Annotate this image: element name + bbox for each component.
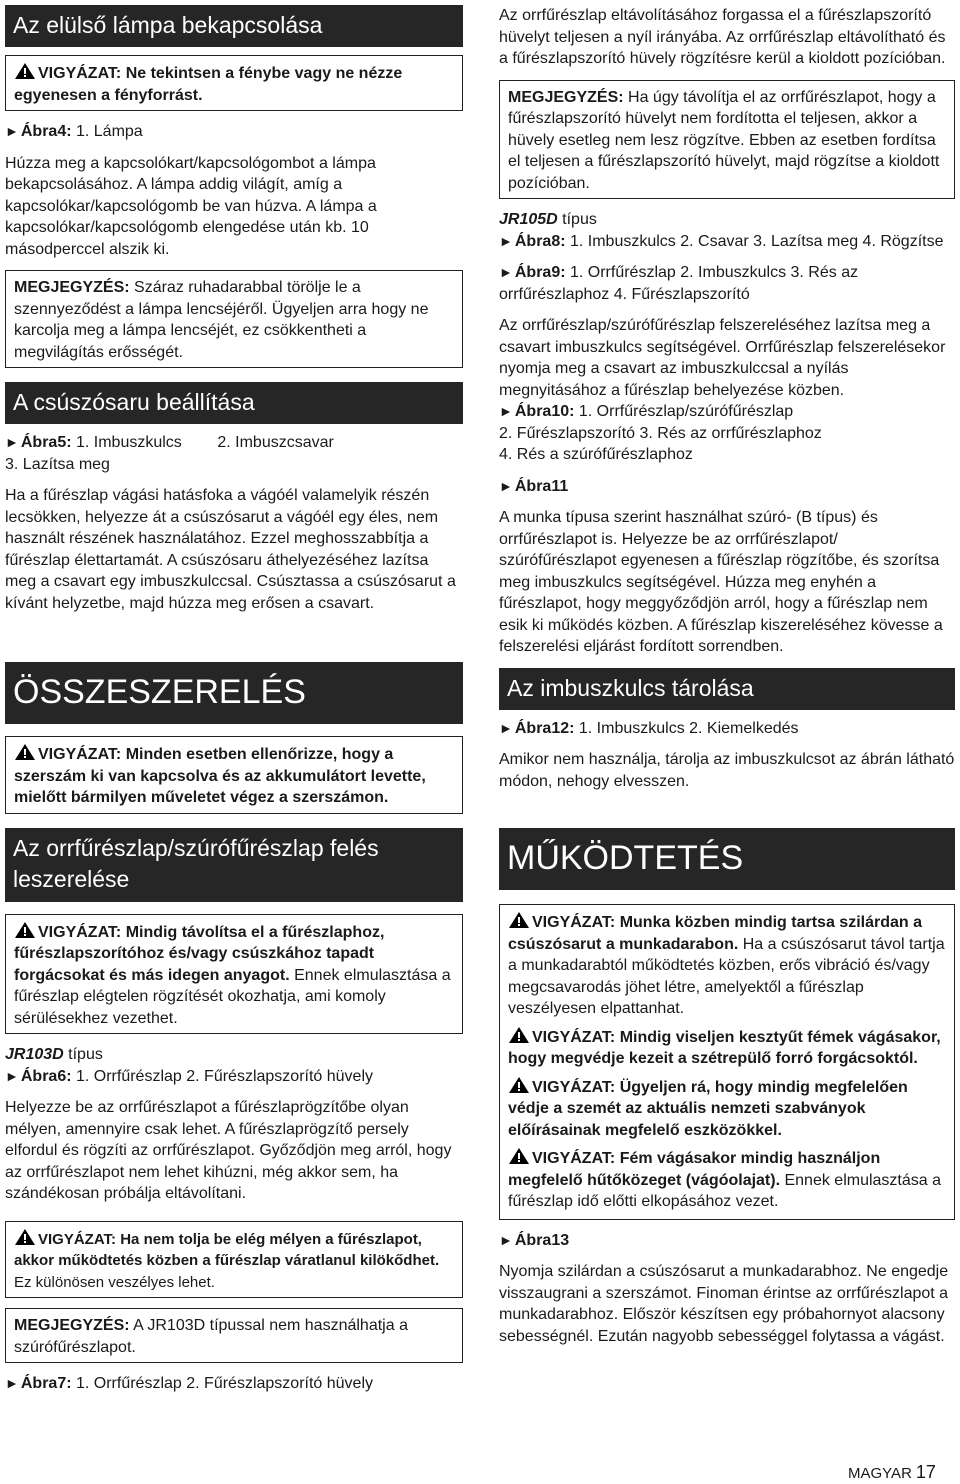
note-label: MEGJEGYZÉS: [14, 279, 130, 296]
figure-caption: 1. Imbuszkulcs 2. Imbuszcsavar [71, 434, 334, 451]
figure-label: Ábra5: [20, 434, 72, 451]
page-footer [848, 1463, 936, 1483]
figure-caption: 1. Orrfűrészlap 2. Fűrészlapszorító hüvely [71, 1067, 373, 1085]
figure-label: Ábra8: [514, 232, 566, 250]
arrow-right-icon: ► [499, 403, 513, 419]
warning-blade [5, 914, 463, 1035]
warning-bold: VIGYÁZAT: Fém vágásakor mindig használjon megfelelő hűtőközeget (vágóolajat). [508, 1150, 881, 1189]
figure-caption: 1. Imbuszkulcs 2. Kiemelkedés [574, 719, 799, 737]
heading-operation: MŰKÖDTETÉS [499, 828, 955, 890]
warning-lamp-text: VIGYÁZAT: Ne tekintsen a fénybe vagy ne nézze egyenesen a fényforrást. [14, 65, 403, 104]
figure-label: Ábra10: [514, 403, 575, 420]
warning-triangle-icon [508, 1076, 530, 1094]
figure-caption: 1. Lámpa [71, 123, 143, 140]
model-type: típus [557, 211, 597, 228]
left-column [5, 5, 463, 1405]
warning-blade-2 [5, 1221, 463, 1299]
warning-triangle-icon [508, 1147, 530, 1165]
arrow-right-icon: ► [5, 1375, 19, 1391]
note-jr103d [5, 1308, 463, 1363]
note-label: MEGJEGYZÉS: [14, 1317, 130, 1334]
figure-ref-8 [499, 231, 955, 253]
figure-label: Ábra4: [20, 123, 72, 140]
warning-blade-2-bold: VIGYÁZAT: Ha nem tolja be elég mélyen a fűrészlapot, akkor működtetés közben a fűrészlap váratlanul kilökődhet. [14, 1230, 440, 1269]
figure-ref-4 [5, 121, 463, 143]
warning-assembly [5, 736, 463, 814]
warning-lamp [5, 55, 463, 111]
note-lamp [5, 270, 463, 368]
page-number: 17 [915, 1462, 936, 1482]
note-label: MEGJEGYZÉS: [508, 88, 624, 106]
blade-type-paragraph: A munka típusa szerint használhat szúró- (B típus) és orrfűrészlapot is. Helyezze be az orrfűrészlapot/ szúrófűrészlapot egyenesen a fűrészlap rögzítőbe, és szorítsa meg imbuszkulcs segítségével. Húzza meg enyhén a fűrészlapot, hogy meggyőződjön arról, hogy a fűrészlap nem esik ki működés közben. A fűrészlap kiszereléséhez kövesse a felszerelési eljárást fordított sorrendben. [499, 509, 943, 655]
operation-paragraph: Nyomja szilárdan a csúszósarut a munkadarabhoz. Ne engedje visszaugrani a szerszámot. Finoman érintse az orrfűrészlapot a munkadarabhoz. Először készítsen egy próbahornyot alacsony sebességnél. Ezután nagyobb sebességgel folytassa a vágást. [499, 1263, 949, 1345]
figure-caption: 1. Orrfűrészlap/szúrófűrészlap [574, 403, 794, 420]
figure-ref-6 [5, 1066, 463, 1088]
heading-blade: Az orrfűrészlap/szúrófűrészlap felés leszerelése [5, 828, 463, 902]
figure-label: Ábra13 [514, 1231, 570, 1249]
figure-label: Ábra9: [514, 264, 566, 281]
arrow-right-icon: ► [499, 719, 513, 736]
warning-op-2 [508, 1026, 946, 1070]
figure-caption-2: 3. Lazítsa meg [5, 455, 110, 473]
warning-triangle-icon [14, 921, 36, 939]
model-jr105d [499, 209, 955, 231]
warning-text: VIGYÁZAT: Mindig viseljen kesztyűt fémek vágásakor, hogy megvédje kezeit a szétrepülő forró forgácsoktól. [508, 1028, 941, 1067]
model-name: JR103D [5, 1046, 64, 1063]
arrow-right-icon: ► [499, 264, 513, 280]
arrow-right-icon: ► [5, 434, 19, 450]
lamp-paragraph: Húzza meg a kapcsolókart/kapcsológombot a lámpa bekapcsolásához. A lámpa addig világít, amíg a kapcsolókar/kapcsológomb be van húzva. A lámpa a kapcsolókar/kapcsológomb elengedése után kb. 10 másodperccel alszik ki. [5, 154, 377, 258]
figure-ref-11 [499, 476, 955, 498]
heading-front-lamp: Az elülső lámpa bekapcsolása [5, 5, 463, 47]
store-paragraph: Amikor nem használja, tárolja az imbuszkulcsot az ábrán látható módon, nehogy elvesszen. [499, 751, 955, 790]
warning-text: VIGYÁZAT: Ügyeljen rá, hogy mindig megfelelően védje a szemét az aktuális nemzeti szabványok előírásainak megfelelő eszközökkel. [508, 1078, 908, 1139]
operation-warnings [499, 904, 955, 1220]
figure-label: Ábra11 [514, 477, 569, 495]
note-text: A JR103D típussal nem használhatja a szúrófűrészlapot. [14, 1317, 408, 1356]
warning-triangle-icon [14, 743, 36, 761]
model-type: típus [63, 1046, 103, 1063]
arrow-right-icon: ► [499, 477, 513, 494]
warning-triangle-icon [508, 1026, 530, 1044]
blade-paragraph: Helyezze be az orrfűrészlapot a fűrészlaprögzítőbe olyan mélyen, amennyire csak lehet. A fűrészlaprögzítő persely elfordul és rögzíti az orrfűrészlapot. Győződjön meg arról, hogy az orrfűrészlapot nem lehet kihúzni, még akkor sem, ha szándékosan próbálja eltávolítani. [5, 1099, 452, 1202]
warning-blade-2-rest: Ez különösen veszélyes lehet. [14, 1273, 215, 1291]
figure-ref-9 [499, 262, 955, 305]
shoe-paragraph: Ha a fűrészlap vágási hatásfoka a vágóél valamelyik részén lecsökken, helyezze át a csúszósarut a vágóél egy éles, nem használt részének használatához. Ezzel meghosszabbítja a fűrészlap élettartamát. A csúszósaru áthelyezéséhez lazítsa meg a csavart egy imbuszkulccsal. Csúsztassa a csúszósarut a kívánt helyzetbe, majd húzza meg erősen a csavart. [5, 487, 456, 612]
install-paragraph: Az orrfűrészlap/szúrófűrészlap felszereléséhez lazítsa meg a csavart imbuszkulcs segítségével. Orrfűrészlap felszerelésekor nyomja meg a csavart az imbuszkulccsal a nyílás megnyitásához a fűrészlap behelyezése közben. [499, 317, 946, 399]
heading-store-key: Az imbuszkulcs tárolása [499, 668, 955, 710]
arrow-right-icon: ► [5, 1067, 19, 1084]
warning-triangle-icon [14, 1228, 36, 1246]
removal-paragraph: Az orrfűrészlap eltávolításához forgassa el a fűrészlapszorító hüvelyt teljesen a nyíl irányába. Az orrfűrészlap eltávolítható és a fűrészlapszorító hüvely rögzítésre kerül a kioldott pozícióban. [499, 7, 946, 67]
warning-triangle-icon [508, 911, 530, 929]
warning-triangle-icon [14, 62, 36, 80]
figure-label: Ábra6: [20, 1067, 72, 1085]
warning-blade-rest: Ennek elmulasztása a fűrészlap elégtelen rögzítését okozhatja, ami komoly sérülésekhez vezethet. [14, 966, 451, 1027]
figure-caption: 1. Imbuszkulcs 2. Csavar 3. Lazítsa meg 4. Rögzítse [565, 232, 944, 250]
model-jr103d [5, 1044, 463, 1066]
figure-caption-3: 4. Rés a szúrófűrészlaphoz [499, 446, 693, 463]
figure-caption-2: 2. Fűrészlapszorító 3. Rés az orrfűrészlaphoz [499, 424, 822, 442]
figure-caption: 1. Orrfűrészlap 2. Fűrészlapszorító hüvely [71, 1375, 373, 1392]
figure-label: Ábra12: [514, 719, 575, 737]
figure-ref-10 [499, 401, 955, 423]
note-removal [499, 80, 955, 200]
figure-ref-7 [5, 1373, 463, 1395]
arrow-right-icon: ► [499, 232, 513, 249]
figure-ref-13 [499, 1230, 955, 1252]
heading-assembly: ÖSSZESZERELÉS [5, 662, 463, 724]
figure-label: Ábra7: [20, 1375, 72, 1392]
warning-op-3 [508, 1076, 946, 1142]
warning-blade-bold: VIGYÁZAT: Mindig távolítsa el a fűrészlaphoz, fűrészlapszorítóhoz és/vagy csúszkához tapadt forgácsokat és más idegen anyagot. [14, 923, 385, 984]
footer-language: MAGYAR [848, 1465, 912, 1482]
figure-ref-12 [499, 718, 955, 740]
figure-caption: 1. Orrfűrészlap 2. Imbuszkulcs 3. Rés az orrfűrészlaphoz 4. Fűrészlapszorító [499, 264, 859, 303]
warning-rest: Ha a csúszósarut távol tartja a munkadarabtól működtetés közben, erős vibráció és/vagy megcsavarodás jöhet létre, amelyektől a fűrészlap veszélyesen elpattanhat. [508, 935, 945, 1017]
model-name: JR105D [499, 211, 558, 228]
warning-assembly-text: VIGYÁZAT: Minden esetben ellenőrizze, hogy a szerszám ki van kapcsolva és az akkumulátort levette, mielőtt bármilyen műveletet végez a szerszámon. [14, 746, 426, 806]
note-text: Ha úgy távolítja el az orrfűrészlapot, hogy a fűrészlapszorító hüvelyt nem fordította el teljesen, akkor a hüvely esetleg nem lesz rögzítve. Ebben az esetben fordítsa el teljesen a fűrészlapszorító hüvelyt, majd rögzítse a kioldott pozícióban. [508, 88, 940, 192]
note-text: Száraz ruhadarabbal törölje le a szennyeződést a lámpa lencséjéről. Ügyeljen arra hogy ne karcolja meg a lámpa lencséjét, ez csökkentheti a megvilágítás erősségét. [14, 279, 429, 361]
right-column [499, 5, 955, 1357]
arrow-right-icon: ► [5, 123, 19, 139]
warning-op-4 [508, 1147, 946, 1213]
heading-shoe: A csúszósaru beállítása [5, 382, 463, 424]
warning-rest: Ennek elmulasztása a fűrészlap idő előtti elkopásához vezet. [508, 1171, 942, 1210]
arrow-right-icon: ► [499, 1231, 513, 1248]
figure-ref-5 [5, 432, 463, 454]
warning-op-1 [508, 911, 946, 1020]
warning-bold: VIGYÁZAT: Munka közben mindig tartsa szilárdan a csúszósarut a munkadarabon. [508, 914, 922, 953]
